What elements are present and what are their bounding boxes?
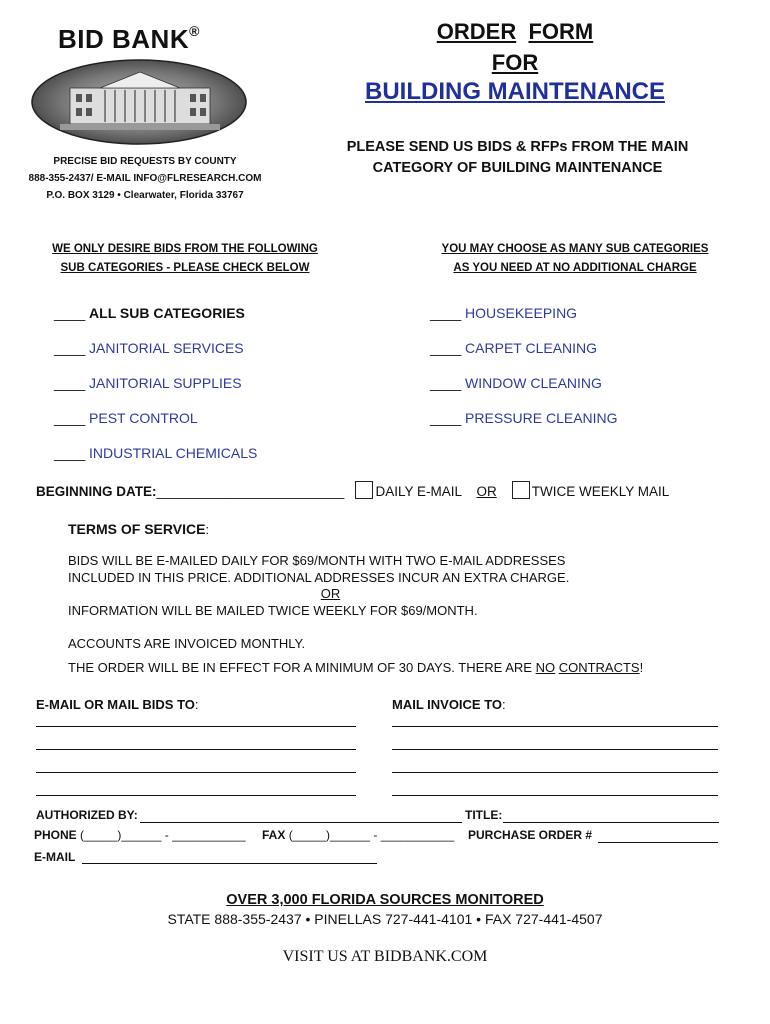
beginning-date-label: BEGINNING DATE:: [36, 484, 157, 499]
authorized-by-field[interactable]: [140, 822, 462, 823]
purchase-order-field[interactable]: [598, 842, 718, 843]
left-heading-line-2: SUB CATEGORIES - PLEASE CHECK BELOW: [60, 262, 310, 274]
bids-address-line-2[interactable]: [36, 749, 356, 750]
terms-line-1: BIDS WILL BE E-MAILED DAILY FOR $69/MONTH WITH TWO E-MAIL ADDRESSES: [68, 553, 566, 568]
title-field[interactable]: [503, 822, 719, 823]
contact-line-1: PRECISE BID REQUESTS BY COUNTY: [53, 156, 237, 167]
title-label: TITLE:: [465, 808, 503, 822]
mail-bids-text: E-MAIL OR MAIL BIDS TO: [36, 697, 195, 712]
brand-name: [58, 24, 200, 55]
terms-colon: :: [205, 522, 210, 537]
checkbox-blank[interactable]: ____: [430, 410, 462, 426]
invoice-address-line-4[interactable]: [392, 795, 718, 796]
contact-line-3: P.O. BOX 3129 • Clearwater, Florida 33767: [46, 190, 244, 201]
checkbox-blank[interactable]: ____: [54, 375, 86, 391]
beginning-date-field[interactable]: _________________________: [156, 484, 345, 499]
request-line-1: PLEASE SEND US BIDS & RFPs FROM THE MAIN: [346, 139, 689, 155]
visit-website: VISIT US AT BIDBANK.COM: [282, 948, 488, 965]
title-for: [380, 50, 650, 76]
fax-row: [262, 828, 454, 842]
left-heading-line-1: WE ONLY DESIRE BIDS FROM THE FOLLOWING: [52, 243, 318, 255]
option-label: JANITORIAL SERVICES: [89, 340, 244, 356]
option-label: PRESSURE CLEANING: [465, 410, 618, 426]
terms-body: [68, 553, 593, 619]
invoice-address-line-1[interactable]: [392, 726, 718, 727]
option-label: HOUSEKEEPING: [465, 305, 578, 321]
order-form-title: [380, 19, 650, 45]
terms-line-5: [68, 660, 643, 677]
invoice-address-line-2[interactable]: [392, 749, 718, 750]
checkbox-blank[interactable]: ____: [430, 375, 462, 391]
building-logo-image: [30, 58, 248, 146]
request-line-2: CATEGORY OF BUILDING MAINTENANCE: [372, 160, 663, 176]
brand-text: BID BANK: [58, 24, 190, 54]
authorized-by-label: AUTHORIZED BY:: [36, 808, 138, 822]
daily-email-checkbox[interactable]: [355, 481, 373, 499]
registered-mark: ®: [189, 23, 200, 40]
option-carpet-cleaning[interactable]: [430, 340, 597, 356]
fax-label: FAX: [262, 828, 286, 842]
twice-weekly-mail-label: TWICE WEEKLY MAIL: [531, 484, 670, 499]
right-column-heading: [410, 240, 740, 278]
option-label: JANITORIAL SUPPLIES: [89, 375, 242, 391]
sources-monitored: OVER 3,000 FLORIDA SOURCES MONITORED: [226, 892, 544, 908]
left-column-heading: [20, 240, 350, 278]
twice-weekly-mail-checkbox[interactable]: [512, 481, 530, 499]
mail-invoice-label: [392, 697, 506, 712]
option-label: INDUSTRIAL CHEMICALS: [89, 445, 258, 461]
option-label: WINDOW CLEANING: [465, 375, 602, 391]
terms-line-3: INFORMATION WILL BE MAILED TWICE WEEKLY FOR $69/MONTH.: [68, 602, 478, 618]
option-window-cleaning[interactable]: [430, 375, 602, 391]
title-order: ORDER: [436, 19, 517, 44]
checkbox-blank[interactable]: ____: [54, 445, 86, 461]
option-industrial-chemicals[interactable]: [54, 445, 257, 461]
page-title-text: BUILDING MAINTENANCE: [365, 78, 665, 105]
bids-address-line-3[interactable]: [36, 772, 356, 773]
right-heading-line-1: YOU MAY CHOOSE AS MANY SUB CATEGORIES: [441, 243, 709, 255]
checkbox-blank[interactable]: ____: [54, 305, 86, 321]
option-label: ALL SUB CATEGORIES: [89, 305, 245, 321]
option-label: PEST CONTROL: [89, 410, 198, 426]
mail-invoice-colon: :: [502, 697, 506, 712]
terms-or: OR: [320, 586, 341, 601]
terms-line-5-a: THE ORDER WILL BE IN EFFECT FOR A MINIMUM OF 30 DAYS. THERE ARE: [68, 660, 536, 675]
terms-heading: [68, 521, 209, 539]
terms-exclaim: !: [639, 660, 644, 675]
bids-address-line-4[interactable]: [36, 795, 356, 796]
checkbox-blank[interactable]: ____: [54, 340, 86, 356]
title-for-text: FOR: [491, 50, 539, 75]
option-pressure-cleaning[interactable]: [430, 410, 618, 426]
option-housekeeping[interactable]: [430, 305, 577, 321]
option-janitorial-supplies[interactable]: [54, 375, 242, 391]
option-label: CARPET CLEANING: [465, 340, 598, 356]
checkbox-blank[interactable]: ____: [54, 410, 86, 426]
option-all-sub-categories[interactable]: [54, 305, 245, 321]
mail-invoice-text: MAIL INVOICE TO: [392, 697, 503, 712]
purchase-order-label: PURCHASE ORDER #: [468, 828, 593, 842]
right-heading-line-2: AS YOU NEED AT NO ADDITIONAL CHARGE: [453, 262, 697, 274]
bids-address-line-1[interactable]: [36, 726, 356, 727]
page-title: [330, 78, 700, 106]
invoice-address-line-3[interactable]: [392, 772, 718, 773]
contact-line-2: 888-355-2437/ E-MAIL INFO@FLRESEARCH.COM: [28, 173, 262, 184]
option-janitorial-services[interactable]: [54, 340, 244, 356]
phone-field[interactable]: (_____)______ - ___________: [80, 828, 246, 842]
terms-line-2: INCLUDED IN THIS PRICE. ADDITIONAL ADDRESSES INCUR AN EXTRA CHARGE.: [68, 569, 570, 585]
footer-phones: STATE 888-355-2437 • PINELLAS 727-441-4101 • FAX 727-441-4507: [167, 911, 603, 927]
fax-field[interactable]: (_____)______ - ___________: [288, 828, 455, 842]
mail-bids-label: [36, 697, 199, 712]
checkbox-blank[interactable]: ____: [430, 340, 462, 356]
phone-row: [34, 828, 246, 842]
daily-email-label: DAILY E-MAIL: [375, 484, 462, 499]
terms-line-4: ACCOUNTS ARE INVOICED MONTHLY.: [68, 636, 306, 651]
email-label: E-MAIL: [34, 850, 76, 864]
mail-bids-colon: :: [194, 697, 199, 712]
request-text: [300, 137, 735, 179]
title-form: FORM: [528, 19, 594, 44]
terms-heading-text: TERMS OF SERVICE: [68, 521, 206, 537]
checkbox-blank[interactable]: ____: [430, 305, 462, 321]
email-field[interactable]: [82, 863, 377, 864]
delivery-or: OR: [476, 484, 497, 499]
option-pest-control[interactable]: [54, 410, 198, 426]
terms-contracts: CONTRACTS: [558, 660, 640, 675]
terms-no: NO: [535, 660, 556, 675]
delivery-row: [36, 481, 669, 499]
phone-label: PHONE: [34, 828, 77, 842]
